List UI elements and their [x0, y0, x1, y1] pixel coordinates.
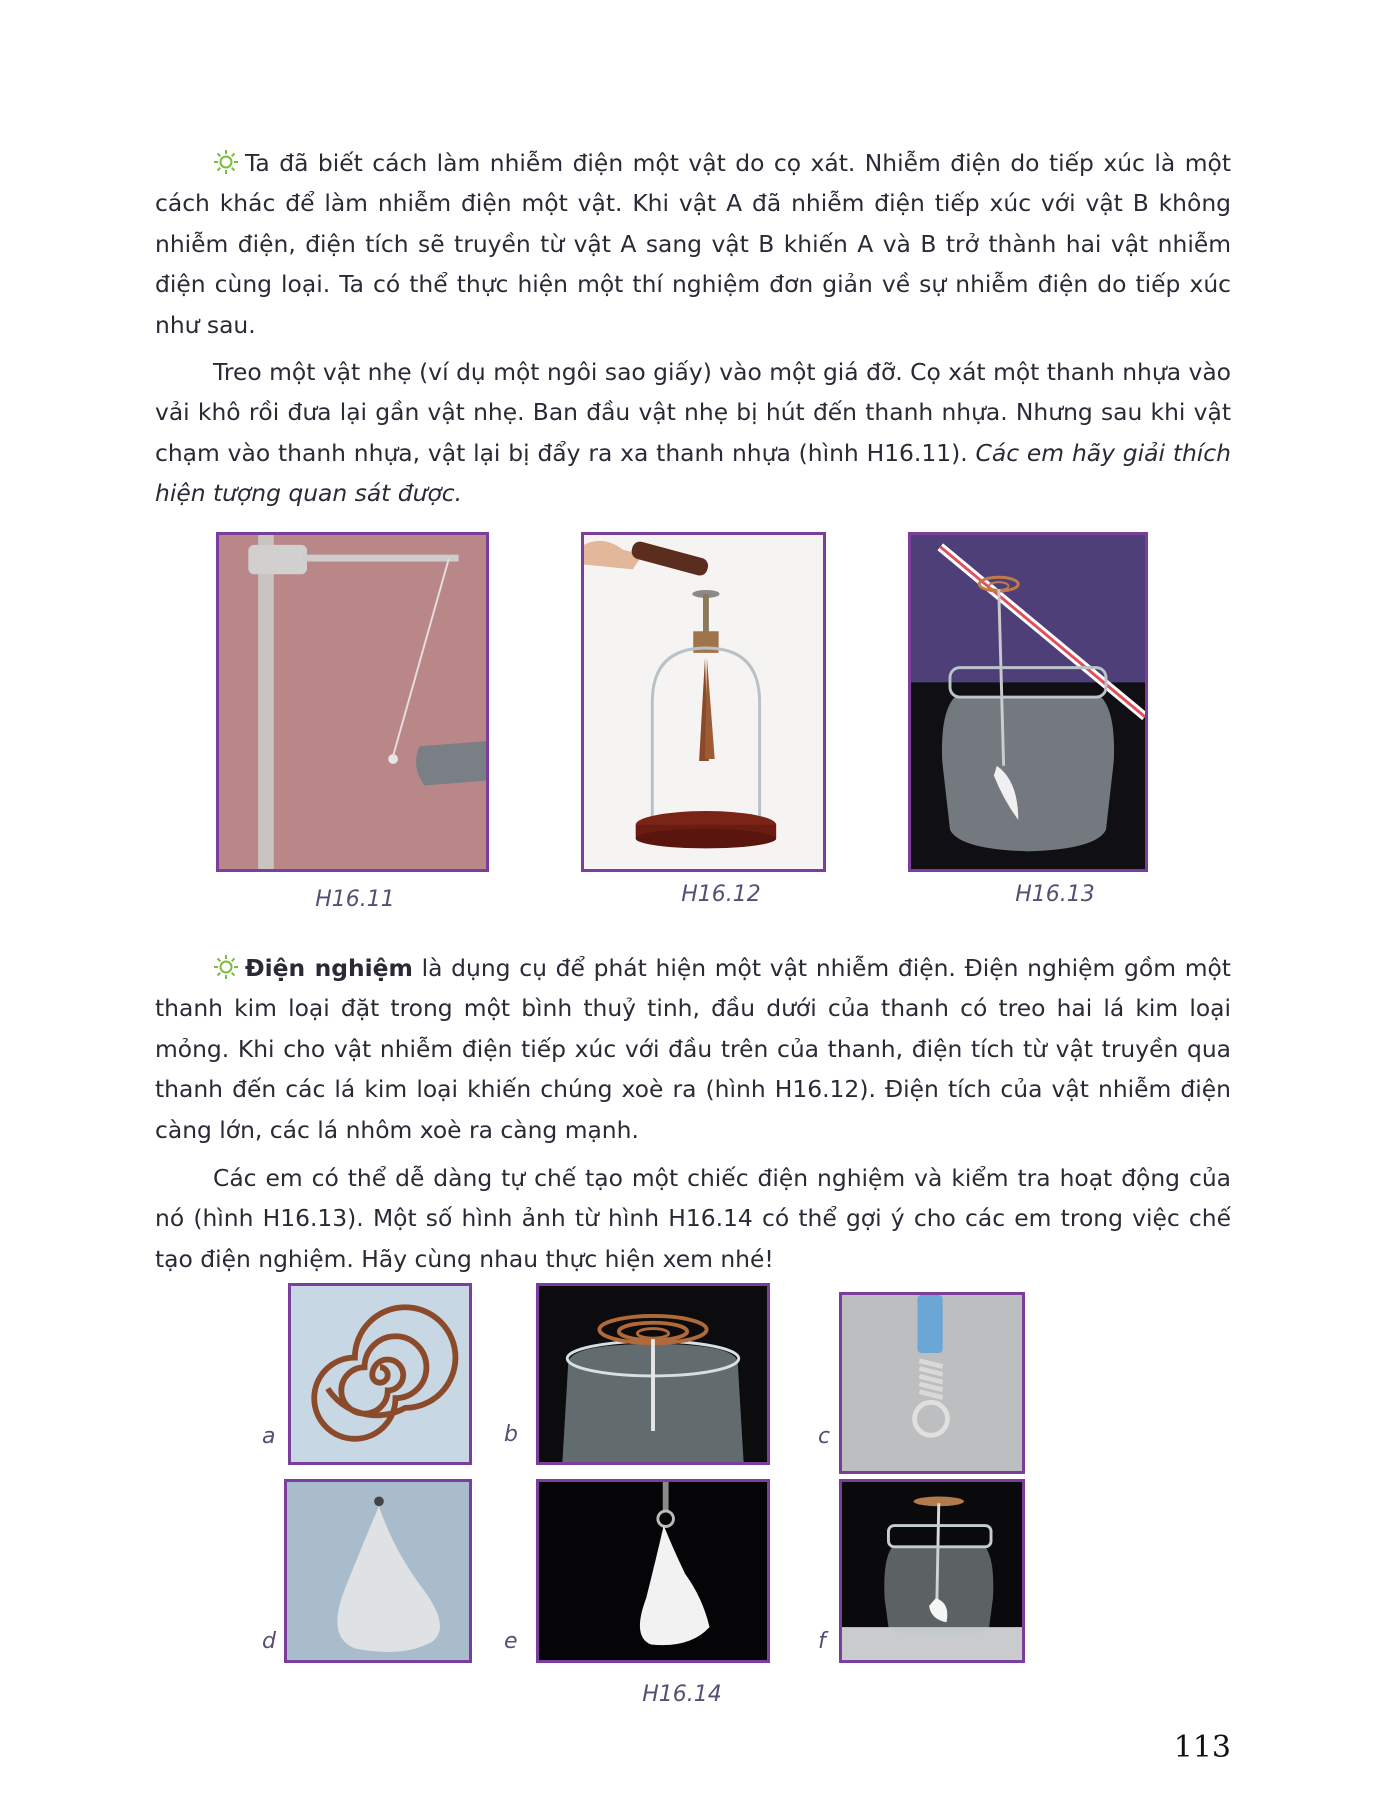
paragraph-4-text: Các em có thể dễ dàng tự chế tạo một chiếc điện nghiệm và kiểm tra hoạt động của nó (hình H16.13). Một số hình ảnh từ hình H16.14 có thể gợi ý cho các em trong việc chế tạo điện nghiệm. Hãy cùng nhau thực hiện xem nhé! [155, 1164, 1231, 1273]
paragraph-build-electroscope [155, 1158, 1231, 1279]
caption-h16-11: H16.11 [315, 887, 395, 912]
photo-h16-13-homemade-electroscope [908, 532, 1148, 872]
term-electroscope: Điện nghiệm [245, 954, 413, 982]
paragraph-1-text: Ta đã biết cách làm nhiễm điện một vật do cọ xát. Nhiễm điện do tiếp xúc là một cách khác để làm nhiễm điện một vật. Khi vật A đã nhiễm điện tiếp xúc với vật B không nhiễm điện, điện tích sẽ truyền từ vật A sang vật B khiến A và B trở thành hai vật nhiễm điện cùng loại. Ta có thể thực hiện một thí nghiệm đơn giản về sự nhiễm điện do tiếp xúc như sau. [155, 149, 1231, 339]
photo-f-finished-electroscope [839, 1479, 1025, 1663]
photo-b-spiral-on-jar [536, 1283, 770, 1465]
label-b: b [504, 1422, 518, 1447]
paragraph-experiment [155, 352, 1231, 514]
photo-a-copper-spiral [288, 1283, 472, 1465]
photo-h16-11-pendulum [216, 532, 489, 872]
sun-bullet-icon [213, 149, 239, 175]
paragraph-2-question: Các em hãy giải thích hiện tượng quan sát được. [155, 438, 1231, 508]
caption-h16-13: H16.13 [1015, 882, 1095, 907]
label-e: e [504, 1629, 518, 1654]
photo-h16-12-electroscope [581, 532, 826, 872]
label-c: c [818, 1424, 831, 1449]
caption-h16-14: H16.14 [642, 1682, 722, 1707]
paragraph-electroscope-definition [155, 948, 1231, 1150]
photo-d-foil-leaf [284, 1479, 472, 1663]
label-a: a [262, 1424, 276, 1449]
label-d: d [262, 1629, 276, 1654]
paragraph-2-text: Treo một vật nhẹ (ví dụ một ngôi sao giấy) vào một giá đỡ. Cọ xát một thanh nhựa vào vải khô rồi đưa lại gần vật nhẹ. Ban đầu vật nhẹ bị hút đến thanh nhựa. Nhưng sau khi vật chạm vào thanh nhựa, vật lại bị đẩy ra xa thanh nhựa (hình H16.11). [155, 358, 1231, 467]
photo-c-wire-loop [839, 1292, 1025, 1474]
sun-bullet-icon [213, 954, 239, 980]
photo-e-foil-on-hook [536, 1479, 770, 1663]
paragraph-3-text: là dụng cụ để phát hiện một vật nhiễm điện. Điện nghiệm gồm một thanh kim loại đặt trong một bình thuỷ tinh, đầu dưới của thanh có treo hai lá kim loại mỏng. Khi cho vật nhiễm điện tiếp xúc với đầu trên của thanh, điện tích từ vật truyền qua thanh đến các lá kim loại khiến chúng xoè ra (hình H16.12). Điện tích của vật nhiễm điện càng lớn, các lá nhôm xoè ra càng mạnh. [155, 954, 1231, 1144]
caption-h16-12: H16.12 [681, 882, 761, 907]
label-f: f [818, 1629, 826, 1654]
page-number: 113 [1173, 1730, 1231, 1765]
paragraph-contact-charging [155, 143, 1231, 345]
